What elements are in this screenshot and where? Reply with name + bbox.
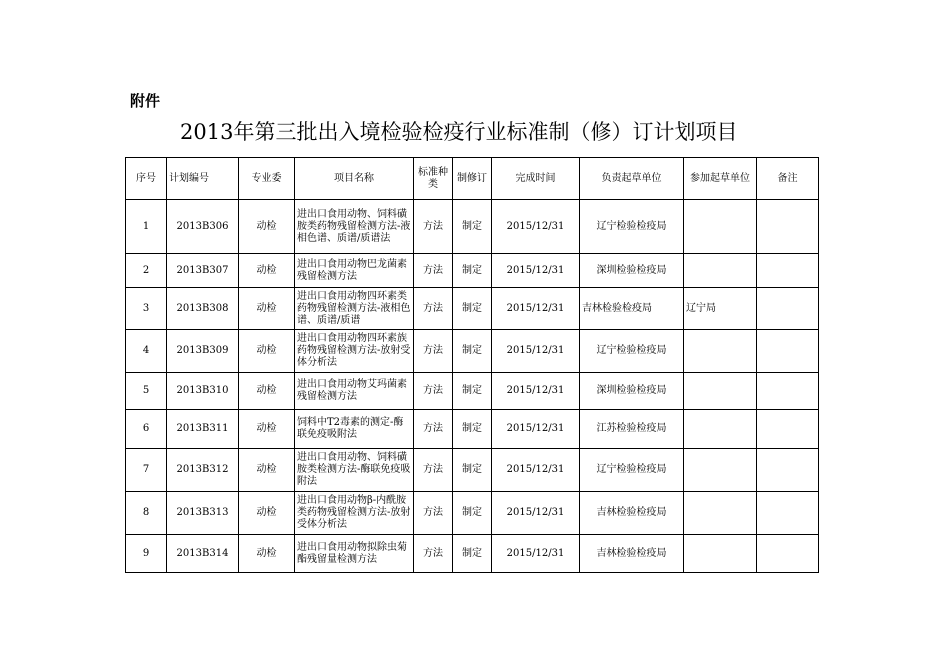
remarks <box>757 410 819 449</box>
plan-code: 2013B314 <box>167 535 239 573</box>
standard-kind: 方法 <box>414 535 453 573</box>
committee: 动检 <box>239 330 295 373</box>
remarks <box>757 492 819 535</box>
col-header-lead-drafter: 负责起草单位 <box>580 158 684 200</box>
revision-type: 制定 <box>453 200 492 254</box>
row-number: 3 <box>126 288 167 330</box>
col-header-remarks: 备注 <box>757 158 819 200</box>
document-title: 2013年第三批出入境检验检疫行业标准制（修）订计划项目 <box>180 120 738 144</box>
plan-code: 2013B307 <box>167 254 239 288</box>
project-name: 进出口食用动物、饲料磺胺类药物残留检测方法-液相色谱、质谱/质谱法 <box>295 200 414 254</box>
col-header-completion-date: 完成时间 <box>492 158 580 200</box>
remarks <box>757 373 819 410</box>
remarks <box>757 288 819 330</box>
participating-drafter <box>684 200 757 254</box>
standard-kind: 方法 <box>414 449 453 492</box>
completion-date: 2015/12/31 <box>492 254 580 288</box>
participating-drafter <box>684 254 757 288</box>
standard-kind: 方法 <box>414 330 453 373</box>
row-number: 9 <box>126 535 167 573</box>
plan-code: 2013B311 <box>167 410 239 449</box>
lead-drafter: 辽宁检验检疫局 <box>580 200 684 254</box>
standard-kind: 方法 <box>414 373 453 410</box>
project-name: 饲料中T2毒素的测定-酶联免疫吸附法 <box>295 410 414 449</box>
table-row <box>126 373 819 410</box>
table-header-row <box>126 158 819 200</box>
participating-drafter <box>684 330 757 373</box>
completion-date: 2015/12/31 <box>492 492 580 535</box>
completion-date: 2015/12/31 <box>492 373 580 410</box>
standard-kind: 方法 <box>414 254 453 288</box>
row-number: 1 <box>126 200 167 254</box>
row-number: 7 <box>126 449 167 492</box>
lead-drafter: 深圳检验检疫局 <box>580 254 684 288</box>
col-header-code: 计划编号 <box>167 158 239 200</box>
standard-kind: 方法 <box>414 492 453 535</box>
committee: 动检 <box>239 288 295 330</box>
col-header-participating-drafter: 参加起草单位 <box>684 158 757 200</box>
plan-code: 2013B312 <box>167 449 239 492</box>
lead-drafter: 辽宁检验检疫局 <box>580 330 684 373</box>
revision-type: 制定 <box>453 288 492 330</box>
project-name: 进出口食用动物四环素类药物残留检测方法-液相色谱、质谱/质谱 <box>295 288 414 330</box>
lead-drafter: 深圳检验检疫局 <box>580 373 684 410</box>
lead-drafter: 江苏检验检疫局 <box>580 410 684 449</box>
standard-kind: 方法 <box>414 410 453 449</box>
row-number: 8 <box>126 492 167 535</box>
project-name: 进出口食用动物艾玛菌素残留检测方法 <box>295 373 414 410</box>
remarks <box>757 535 819 573</box>
row-number: 5 <box>126 373 167 410</box>
table-row <box>126 200 819 254</box>
plan-code: 2013B310 <box>167 373 239 410</box>
col-header-committee: 专业委 <box>239 158 295 200</box>
table-row <box>126 254 819 288</box>
project-name: 进出口食用动物巴龙菌素残留检测方法 <box>295 254 414 288</box>
remarks <box>757 330 819 373</box>
completion-date: 2015/12/31 <box>492 535 580 573</box>
completion-date: 2015/12/31 <box>492 200 580 254</box>
standard-kind: 方法 <box>414 288 453 330</box>
plan-code: 2013B313 <box>167 492 239 535</box>
participating-drafter <box>684 492 757 535</box>
plan-code: 2013B308 <box>167 288 239 330</box>
col-header-revision: 制修订 <box>453 158 492 200</box>
row-number: 2 <box>126 254 167 288</box>
participating-drafter <box>684 410 757 449</box>
lead-drafter: 辽宁检验检疫局 <box>580 449 684 492</box>
committee: 动检 <box>239 535 295 573</box>
completion-date: 2015/12/31 <box>492 449 580 492</box>
revision-type: 制定 <box>453 373 492 410</box>
plan-code: 2013B309 <box>167 330 239 373</box>
committee: 动检 <box>239 449 295 492</box>
plan-table <box>125 157 819 573</box>
table-row <box>126 492 819 535</box>
lead-drafter: 吉林检验检疫局 <box>580 535 684 573</box>
remarks <box>757 254 819 288</box>
project-name: 进出口食用动物β-内酰胺类药物残留检测方法-放射受体分析法 <box>295 492 414 535</box>
row-number: 6 <box>126 410 167 449</box>
committee: 动检 <box>239 373 295 410</box>
plan-code: 2013B306 <box>167 200 239 254</box>
completion-date: 2015/12/31 <box>492 330 580 373</box>
attachment-label: 附件 <box>130 92 161 110</box>
revision-type: 制定 <box>453 449 492 492</box>
completion-date: 2015/12/31 <box>492 410 580 449</box>
col-header-standard-kind: 标准种类 <box>414 158 453 200</box>
revision-type: 制定 <box>453 254 492 288</box>
committee: 动检 <box>239 492 295 535</box>
project-name: 进出口食用动物拟除虫菊酯残留量检测方法 <box>295 535 414 573</box>
table-row <box>126 288 819 330</box>
table-row <box>126 535 819 573</box>
committee: 动检 <box>239 410 295 449</box>
participating-drafter <box>684 373 757 410</box>
participating-drafter <box>684 449 757 492</box>
revision-type: 制定 <box>453 492 492 535</box>
participating-drafter: 辽宁局 <box>684 288 757 330</box>
standard-kind: 方法 <box>414 200 453 254</box>
remarks <box>757 449 819 492</box>
participating-drafter <box>684 535 757 573</box>
project-name: 进出口食用动物四环素族药物残留检测方法-放射受体分析法 <box>295 330 414 373</box>
lead-drafter: 吉林检验检疫局 <box>580 288 684 330</box>
table-row <box>126 449 819 492</box>
table-row <box>126 410 819 449</box>
row-number: 4 <box>126 330 167 373</box>
project-name: 进出口食用动物、饲料磺胺类检测方法-酶联免疫吸附法 <box>295 449 414 492</box>
committee: 动检 <box>239 254 295 288</box>
committee: 动检 <box>239 200 295 254</box>
table-row <box>126 330 819 373</box>
col-header-no: 序号 <box>126 158 167 200</box>
completion-date: 2015/12/31 <box>492 288 580 330</box>
lead-drafter: 吉林检验检疫局 <box>580 492 684 535</box>
remarks <box>757 200 819 254</box>
revision-type: 制定 <box>453 410 492 449</box>
revision-type: 制定 <box>453 535 492 573</box>
revision-type: 制定 <box>453 330 492 373</box>
col-header-project-name: 项目名称 <box>295 158 414 200</box>
